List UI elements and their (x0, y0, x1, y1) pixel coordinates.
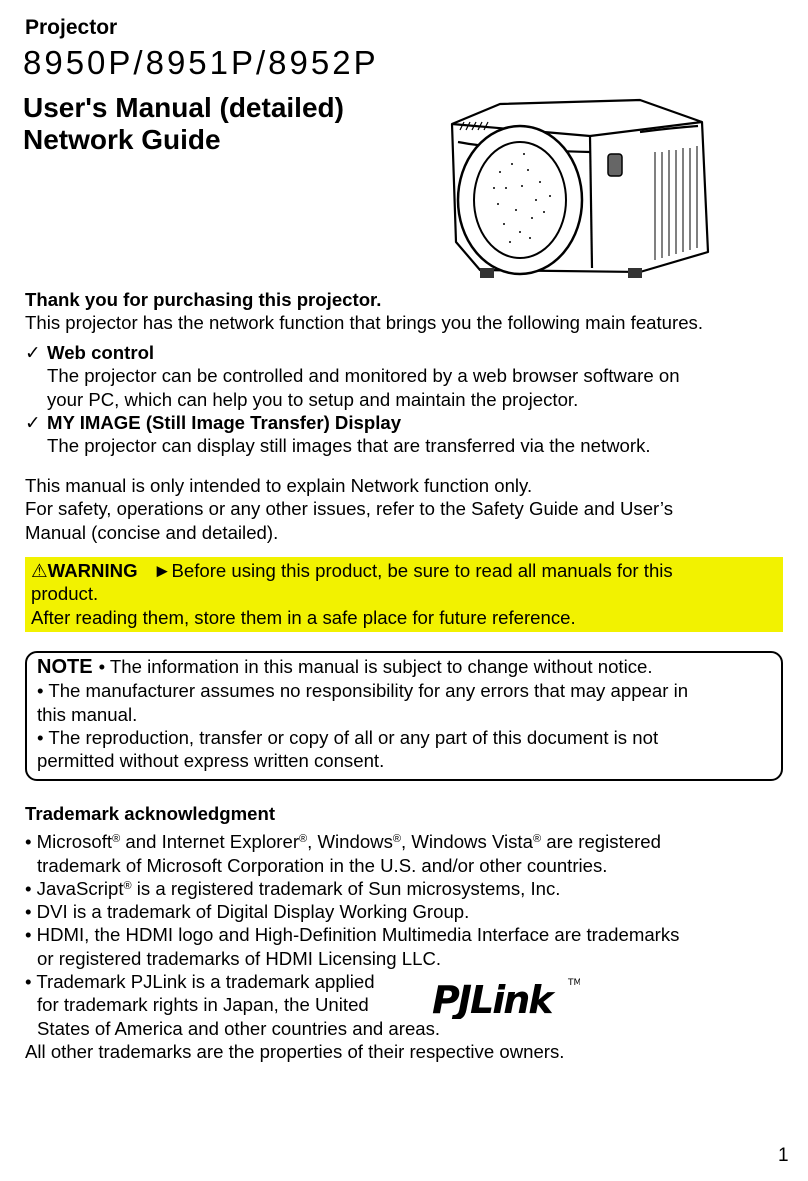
trademark-item: • Trademark PJLink is a trademark applied (25, 971, 375, 993)
note-label: NOTE (37, 656, 93, 678)
note-text: permitted without express written consent. (37, 750, 385, 772)
feature-title: MY IMAGE (Still Image Transfer) Display (47, 411, 402, 433)
checkmark-icon: ✓ (25, 342, 41, 363)
checkmark-icon: ✓ (25, 411, 41, 433)
projector-illustration (440, 92, 720, 287)
pjlink-logo (430, 975, 580, 1019)
trademark-item: • HDMI, the HDMI logo and High-Definition Multimedia Interface are trademarks (25, 924, 680, 946)
svg-text:TM: TM (568, 978, 580, 988)
arrow-icon: ► (153, 560, 172, 581)
trademark-item: • JavaScript® is a registered trademark of Sun microsystems, Inc. (25, 877, 561, 899)
trademark-item-cont: trademark of Microsoft Corporation in the U.S. and/or other countries. (37, 854, 608, 876)
scope-line: For safety, operations or any other issues, refer to the Safety Guide and User’s (25, 498, 674, 520)
trademark-heading: Trademark acknowledgment (25, 803, 276, 824)
intro-block (25, 288, 703, 335)
trademark-item-cont: States of America and other countries and areas. (37, 1017, 441, 1039)
warning-label: ⚠WARNING (31, 560, 138, 581)
trademark-item-cont: for trademark rights in Japan, the United (37, 994, 369, 1016)
note-text: • The reproduction, transfer or copy of all or any part of this document is not (37, 726, 659, 748)
note-box (25, 651, 783, 781)
scope-line: Manual (concise and detailed). (25, 521, 279, 543)
warning-box (25, 557, 783, 632)
scope-paragraph (25, 474, 673, 544)
trademark-item: • DVI is a trademark of Digital Display Working Group. (25, 901, 470, 923)
trademark-item: • Microsoft® and Internet Explorer®, Windows®, Windows Vista® are registered (25, 831, 661, 853)
model-number: 8950P/8951P/8952P (23, 44, 379, 81)
document-kicker: Projector (25, 16, 118, 39)
feature-item (25, 411, 680, 434)
trademark-closing: All other trademarks are the properties of their respective owners. (25, 1040, 565, 1062)
note-text: • The manufacturer assumes no responsibility for any errors that may appear in (37, 680, 689, 702)
document-title-line1: User's Manual (detailed) (23, 92, 344, 123)
trademark-section (25, 802, 679, 1063)
warning-text: After reading them, store them in a safe place for future reference. (31, 606, 576, 628)
document-title-line2: Network Guide (23, 124, 221, 155)
pjlink-logo-graphic (430, 975, 580, 1019)
intro-lead: This projector has the network function that brings you the following main features. (25, 312, 703, 334)
page-number: 1 (778, 1145, 789, 1166)
note-text: • The information in this manual is subject to change without notice. (98, 656, 653, 677)
note-text: this manual. (37, 703, 138, 725)
feature-desc: your PC, which can help you to setup and maintain the projector. (47, 388, 579, 410)
intro-thanks: Thank you for purchasing this projector. (25, 289, 382, 310)
trademark-item-cont: or registered trademarks of HDMI Licensing LLC. (37, 947, 442, 969)
feature-list (25, 341, 680, 457)
feature-item (25, 341, 680, 364)
svg-text:PJLink: PJLink (432, 978, 552, 1019)
warning-text: product. (31, 583, 99, 605)
feature-desc: The projector can display still images that are transferred via the network. (47, 435, 651, 457)
warning-text: Before using this product, be sure to read all manuals for this (171, 560, 673, 581)
feature-desc: The projector can be controlled and monitored by a web browser software on (47, 365, 680, 387)
scope-line: This manual is only intended to explain Network function only. (25, 475, 533, 496)
feature-title: Web control (47, 342, 155, 363)
